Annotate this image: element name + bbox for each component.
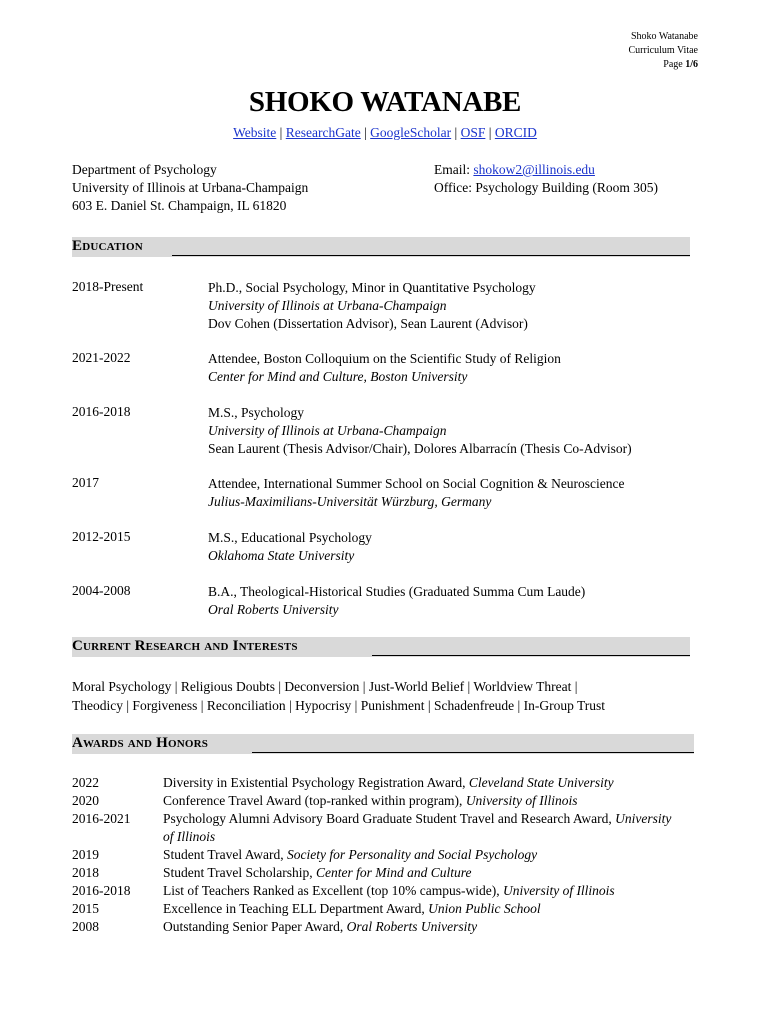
- department: Department of Psychology: [72, 162, 217, 177]
- link-separator: |: [279, 125, 286, 140]
- page-title: SHOKO WATANABE: [248, 86, 522, 118]
- page-label: Page: [663, 59, 686, 70]
- awards-rule: [252, 752, 694, 753]
- award-year: 2016-2021: [72, 811, 131, 826]
- contact-address: [72, 161, 308, 215]
- education-heading: Education: [72, 238, 143, 254]
- orcid-link[interactable]: ORCID: [494, 125, 537, 140]
- award-title: Excellence in Teaching ELL Department Award,: [163, 901, 429, 916]
- award-year: 2022: [72, 775, 99, 790]
- edu-note: Dov Cohen (Dissertation Advisor), Sean Laurent (Advisor): [208, 316, 528, 331]
- award-year: 2018: [72, 865, 99, 880]
- contact-details: [434, 161, 658, 197]
- edu-degree: M.S., Educational Psychology: [208, 530, 372, 545]
- header-page: [629, 58, 698, 72]
- edu-institution: Oklahoma State University: [208, 548, 355, 563]
- edu-institution: Julius-Maximilians-Universität Würzburg, Germany: [208, 494, 492, 509]
- googlescholar-link[interactable]: GoogleScholar: [370, 125, 452, 140]
- edu-entry: [208, 475, 625, 511]
- award-title: Outstanding Senior Paper Award,: [163, 919, 347, 934]
- edu-note: Sean Laurent (Thesis Advisor/Chair), Dolores Albarracín (Thesis Co-Advisor): [208, 441, 632, 456]
- researchgate-link[interactable]: ResearchGate: [285, 125, 361, 140]
- running-header: [629, 30, 698, 72]
- link-separator: |: [488, 125, 495, 140]
- edu-entry: [208, 583, 585, 619]
- edu-year: 2004-2008: [72, 583, 131, 598]
- award-title: Diversity in Existential Psychology Registration Award,: [163, 775, 469, 790]
- award-year: 2016-2018: [72, 883, 131, 898]
- award-title: Psychology Alumni Advisory Board Graduate Student Travel and Research Award,: [163, 811, 616, 826]
- award-org: Cleveland State University: [468, 775, 614, 790]
- award-year: 2008: [72, 919, 99, 934]
- interests-line: Theodicy | Forgiveness | Reconciliation | Hypocrisy | Punishment | Schadenfreude | In-Group Trust: [72, 698, 606, 713]
- award-text: [163, 918, 683, 936]
- award-text: [163, 846, 683, 864]
- research-heading: Current Research and Interests: [72, 638, 298, 654]
- award-org: Union Public School: [428, 901, 541, 916]
- award-year: 2019: [72, 847, 99, 862]
- award-org: Oral Roberts University: [346, 919, 478, 934]
- edu-year: 2017: [72, 475, 99, 490]
- edu-year: 2021-2022: [72, 350, 131, 365]
- education-section-bar: [72, 237, 690, 257]
- osf-link[interactable]: OSF: [460, 125, 486, 140]
- award-title: Student Travel Scholarship,: [163, 865, 317, 880]
- interests-list: [72, 677, 692, 715]
- edu-degree: Attendee, Boston Colloquium on the Scientific Study of Religion: [208, 351, 561, 366]
- award-title: Conference Travel Award (top-ranked within program),: [163, 793, 466, 808]
- edu-degree: Ph.D., Social Psychology, Minor in Quantitative Psychology: [208, 280, 536, 295]
- link-separator: |: [364, 125, 371, 140]
- award-year: 2020: [72, 793, 99, 808]
- award-text: [163, 810, 683, 845]
- award-text: [163, 774, 683, 792]
- award-text: [163, 900, 683, 918]
- award-text: [163, 792, 683, 810]
- university: University of Illinois at Urbana-Champaign: [72, 180, 309, 195]
- award-year: 2015: [72, 901, 99, 916]
- header-name: Shoko Watanabe: [630, 31, 698, 42]
- edu-degree: B.A., Theological-Historical Studies (Graduated Summa Cum Laude): [208, 584, 586, 599]
- edu-year: 2012-2015: [72, 529, 131, 544]
- edu-entry: [208, 279, 536, 333]
- edu-degree: Attendee, International Summer School on Social Cognition & Neuroscience: [208, 476, 625, 491]
- edu-year: 2018-Present: [72, 279, 144, 294]
- email-line: [434, 161, 658, 179]
- award-org: University of Illinois: [163, 811, 672, 844]
- award-title: List of Teachers Ranked as Excellent (top 10% campus-wide),: [163, 883, 503, 898]
- edu-entry: [208, 404, 632, 458]
- award-org: University of Illinois: [502, 883, 615, 898]
- page-number: 1/6: [685, 59, 698, 70]
- header-doc-type: Curriculum Vitae: [628, 45, 698, 56]
- link-separator: |: [454, 125, 461, 140]
- edu-degree: M.S., Psychology: [208, 405, 305, 420]
- award-org: University of Illinois: [465, 793, 578, 808]
- office: Office: Psychology Building (Room 305): [434, 180, 658, 195]
- award-text: [163, 864, 683, 882]
- email-label: Email:: [434, 162, 474, 177]
- edu-year: 2016-2018: [72, 404, 131, 419]
- email-link[interactable]: shokow2@illinois.edu: [473, 162, 595, 177]
- website-link[interactable]: Website: [233, 125, 277, 140]
- edu-institution: Center for Mind and Culture, Boston University: [208, 369, 468, 384]
- research-rule: [372, 655, 690, 656]
- street-address: 603 E. Daniel St. Champaign, IL 61820: [72, 198, 287, 213]
- edu-entry: [208, 529, 372, 565]
- edu-institution: University of Illinois at Urbana-Champaign: [208, 298, 447, 313]
- education-rule: [172, 255, 690, 256]
- profile-links: [0, 125, 770, 141]
- award-org: Center for Mind and Culture: [316, 865, 472, 880]
- awards-heading: Awards and Honors: [72, 735, 209, 751]
- award-org: Society for Personality and Social Psychology: [287, 847, 538, 862]
- award-title: Student Travel Award,: [163, 847, 288, 862]
- edu-institution: University of Illinois at Urbana-Champaign: [208, 423, 447, 438]
- interests-line: Moral Psychology | Religious Doubts | Deconversion | Just-World Belief | Worldview Threat |: [72, 679, 578, 694]
- edu-institution: Oral Roberts University: [208, 602, 339, 617]
- edu-entry: [208, 350, 561, 386]
- award-text: [163, 882, 683, 900]
